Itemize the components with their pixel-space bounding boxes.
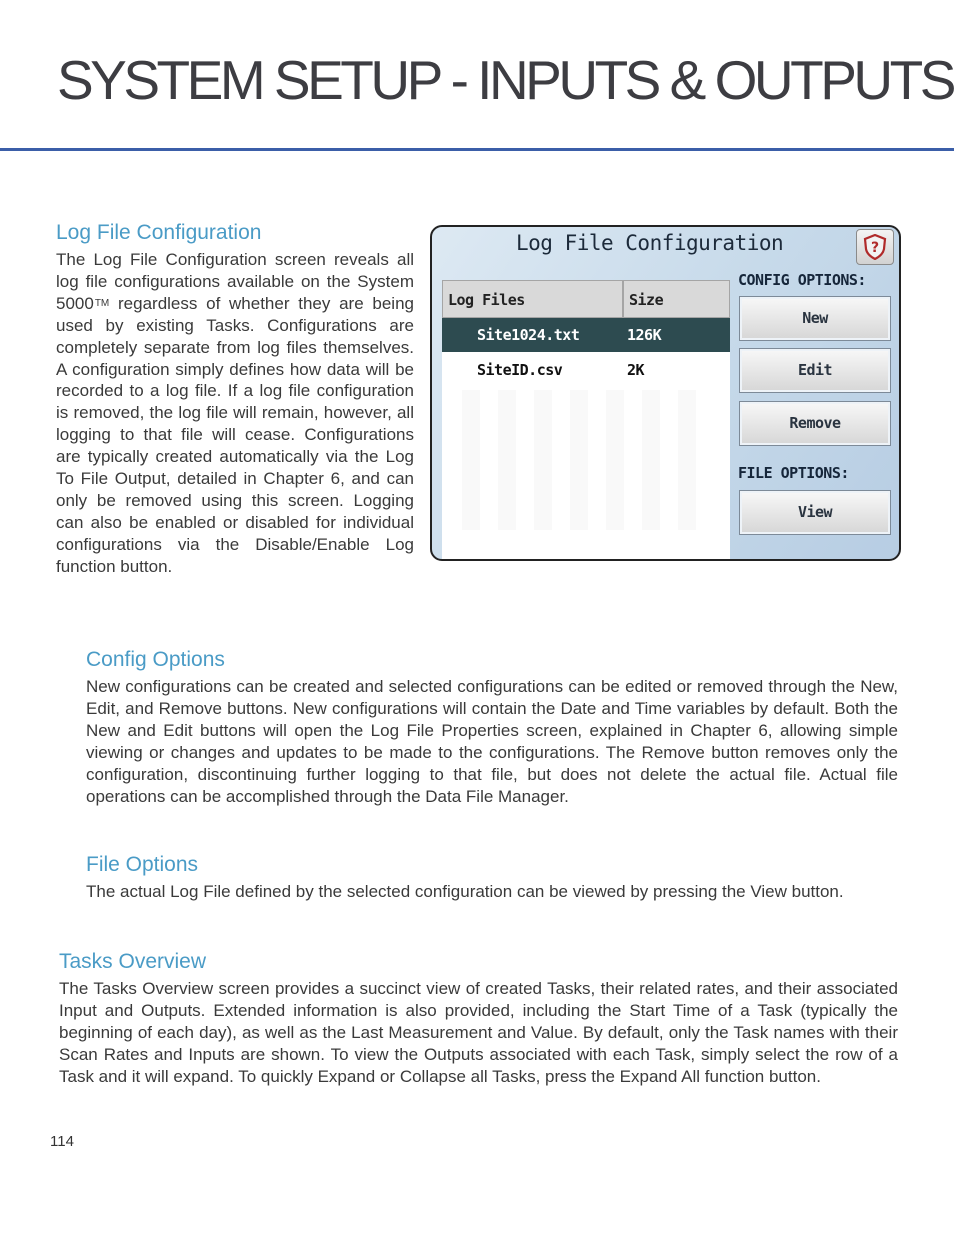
- column-header-size[interactable]: Size: [623, 280, 730, 318]
- view-button[interactable]: View: [739, 490, 891, 535]
- new-button[interactable]: New: [739, 296, 891, 341]
- screenshot-title: Log File Configuration: [516, 231, 784, 255]
- title-rule: [0, 148, 954, 151]
- config-options-label: CONFIG OPTIONS:: [738, 271, 866, 289]
- column-header-log-files[interactable]: Log Files: [442, 280, 623, 318]
- log-file-configuration-screenshot: [430, 225, 901, 561]
- log-file-row[interactable]: [442, 353, 730, 387]
- file-options-label: FILE OPTIONS:: [738, 464, 849, 482]
- intro-text-end: regardless of whether they are being used by existing Tasks. Configurations are completely separate from log files themselves. A configuration simply defines how data will be recorded to a log file. If a log file configuration is removed, the log file will remain, however, all logging to that file will cease. Configurations are typically created automatically via the Log To File Output, detailed in Chapter 6, and can only be removed using this screen. Logging can also be enabled or disabled for individual configurations via the Disable/Enable Log function button.: [56, 293, 414, 576]
- question-shield-icon: [863, 234, 887, 260]
- config-options-paragraph: New configurations can be created and selected configurations can be edited or removed through the New, Edit, and Remove buttons. New configurations will contain the Date and Time variables by default. Both the New and Edit buttons will open the Log File Properties screen, explained in Chapter 6, allowing simple viewing or changes and updates to be made to the configurations. The Remove button removes only the configuration, discontinuing further logging to that file, but does not delete the actual file. Actual file operations can be accomplished through the Data File Manager.: [86, 677, 898, 806]
- log-file-size: 126K: [627, 326, 662, 344]
- svg-text:?: ?: [870, 240, 880, 256]
- remove-button[interactable]: Remove: [739, 401, 891, 446]
- file-options-paragraph: The actual Log File defined by the selected configuration can be viewed by pressing the View button.: [86, 882, 844, 901]
- edit-button[interactable]: Edit: [739, 348, 891, 393]
- trademark-symbol: TM: [94, 297, 110, 309]
- file-options-heading: File Options: [86, 853, 199, 876]
- intro-text-start: The Log File Configuration screen reveals all log file configurations available on the System 5000: [56, 250, 414, 313]
- config-options-heading: Config Options: [86, 648, 225, 671]
- tasks-overview-heading: Tasks Overview: [59, 950, 207, 973]
- page-number: 114: [50, 1133, 74, 1150]
- log-file-name: SiteID.csv: [477, 361, 563, 379]
- log-file-configuration-paragraph: [56, 249, 414, 578]
- log-file-row-selected[interactable]: [442, 318, 730, 352]
- help-button[interactable]: [856, 229, 894, 265]
- tasks-overview-paragraph: The Tasks Overview screen provides a succinct view of created Tasks, their related rates, and their associated Input and Outputs. Extended information is also provided, including the Start Time of a Task (typically the beginning of each day), as well as the Last Measurement and Value. By default, only the Task names with their Scan Rates and Inputs are shown. To view the Outputs associated with each Task, simply select the row of a Task and it will expand. To quickly Expand or Collapse all Tasks, press the Expand All function button.: [59, 979, 898, 1086]
- list-background-watermark: [462, 390, 712, 530]
- log-file-configuration-heading: Log File Configuration: [56, 221, 262, 244]
- log-file-size: 2K: [627, 361, 645, 379]
- page-title: SYSTEM SETUP - INPUTS & OUTPUTS: [57, 49, 953, 111]
- log-file-name: Site1024.txt: [477, 326, 580, 344]
- log-files-list[interactable]: [442, 280, 730, 559]
